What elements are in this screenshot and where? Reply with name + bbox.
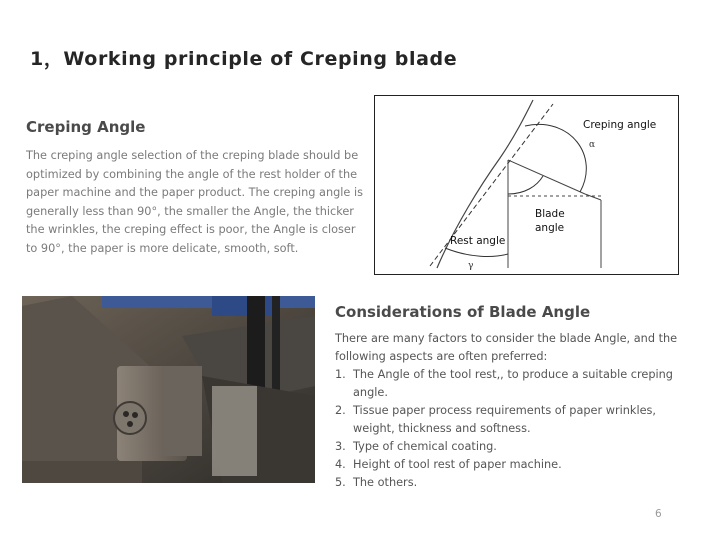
list-item [335, 474, 700, 492]
list-item-number: 2. [335, 404, 346, 417]
list-item-text: The others. [353, 476, 418, 489]
considerations-heading: Considerations of Blade Angle [335, 303, 591, 321]
list-item-text: Type of chemical coating. [353, 440, 497, 453]
considerations-intro: There are many factors to consider the blade Angle, and the following aspects are often preferred: [335, 332, 678, 363]
list-item [335, 456, 700, 474]
creping-angle-description: The creping angle selection of the creping blade should be optimized by combining the angle of the rest holder of the paper machine and the paper product. The creping angle is generally less than 90°, the smaller the Angle, the thicker the wrinkles, the creping effect is poor, the Angle is closer to 90°, the paper is more delicate, smooth, soft. [26, 149, 363, 255]
gamma-symbol: γ [468, 261, 474, 271]
list-item-text: Height of tool rest of paper machine. [353, 458, 562, 471]
creping-angle-heading: Creping Angle [26, 118, 146, 136]
considerations-list [335, 366, 700, 492]
list-item-number: 5. [335, 476, 346, 489]
blade-angle-label-line2: angle [535, 222, 565, 234]
rest-angle-label: Rest angle [450, 235, 506, 247]
list-item-text: Tissue paper process requirements of paper wrinkles, weight, thickness and softness. [353, 404, 657, 435]
blade-holder-photo [22, 296, 315, 483]
alpha-symbol: α [589, 140, 596, 150]
list-item-number: 3. [335, 440, 346, 453]
page-number: 6 [655, 508, 662, 520]
list-item-text: The Angle of the tool rest,, to produce a suitable creping angle. [353, 368, 673, 399]
list-item-number: 4. [335, 458, 346, 471]
slide-title: 1，Working principle of Creping blade [30, 48, 458, 70]
blade-angle-label-line1: Blade [535, 208, 565, 220]
list-item [335, 402, 700, 438]
creping-angle-label: Creping angle [583, 119, 657, 131]
list-item [335, 366, 700, 402]
list-item-number: 1. [335, 368, 346, 381]
list-item [335, 438, 700, 456]
photo-illustration [22, 296, 315, 483]
creping-angle-diagram [374, 95, 679, 275]
